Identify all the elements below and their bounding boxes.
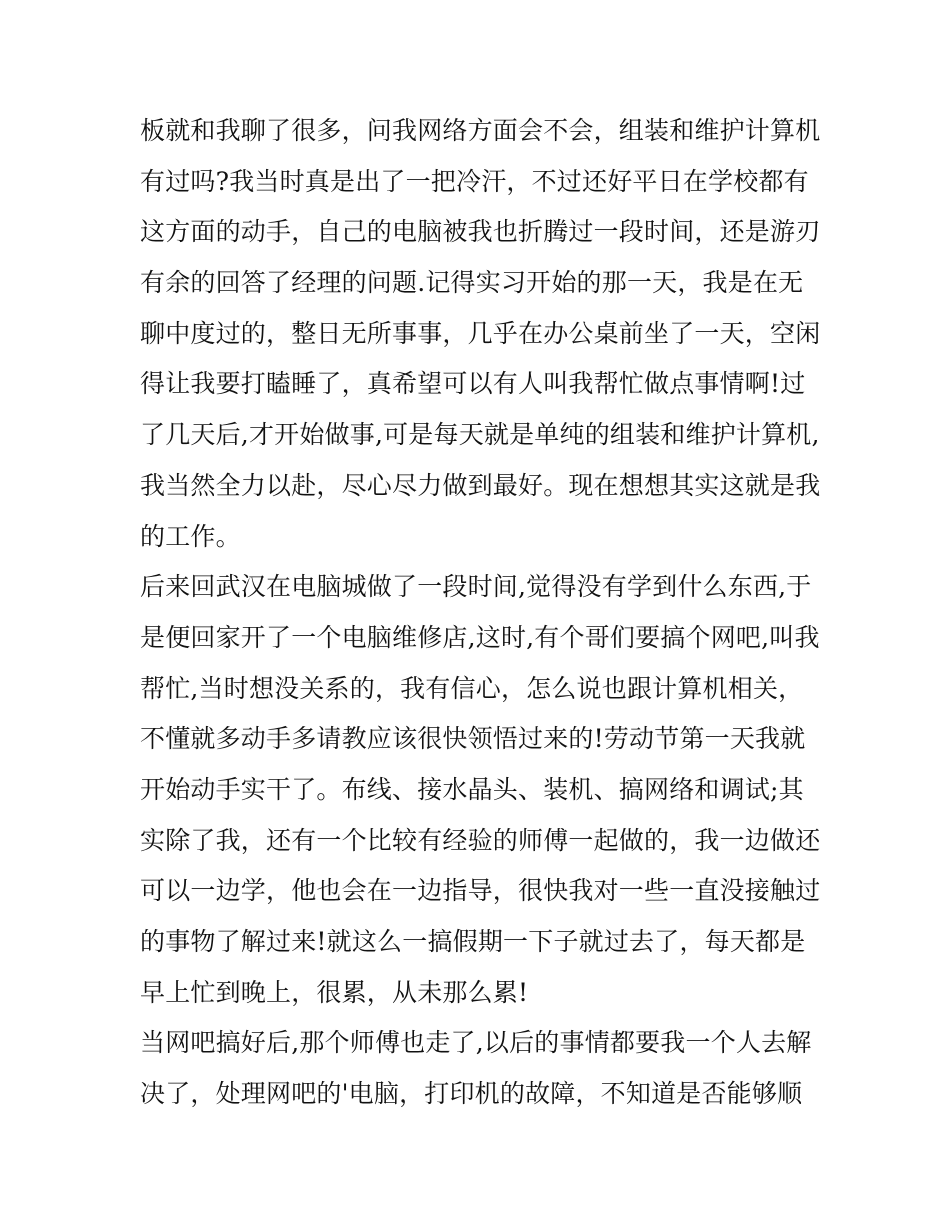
text-line: 开始动手实干了。布线、接水晶头、装机、搞网络和调试;其 — [140, 774, 804, 804]
text-line: 得让我要打瞌睡了，真希望可以有人叫我帮忙做点事情啊!过 — [140, 369, 806, 399]
body-text — [140, 106, 820, 1120]
text-line: 聊中度过的，整日无所事事，几乎在办公桌前坐了一天，空闲 — [140, 318, 821, 348]
text-line: 这方面的动手，自己的电脑被我也折腾过一段时间，还是游刃 — [140, 217, 821, 247]
text-line: 决了，处理网吧的'电脑，打印机的故障，不知道是否能够顺 — [140, 1079, 803, 1109]
text-line: 帮忙,当时想没关系的，我有信心，怎么说也跟计算机相关， — [140, 673, 804, 703]
text-line: 的工作。 — [140, 521, 241, 551]
text-line: 是便回家开了一个电脑维修店,这时,有个哥们要搞个网吧,叫我 — [140, 622, 820, 652]
text-line: 早上忙到晚上，很累，从未那么累! — [140, 977, 529, 1007]
text-line: 当网吧搞好后,那个师傅也走了,以后的事情都要我一个人去解 — [140, 1028, 812, 1058]
text-line: 有余的回答了经理的问题.记得实习开始的那一天，我是在无 — [140, 268, 804, 298]
text-line: 有过吗?我当时真是出了一把冷汗，不过还好平日在学校都有 — [140, 166, 809, 196]
text-line: 不懂就多动手多请教应该很快领悟过来的!劳动节第一天我就 — [140, 724, 806, 754]
text-line: 后来回武汉在电脑城做了一段时间,觉得没有学到什么东西,于 — [140, 572, 812, 602]
text-line: 的事物了解过来!就这么一搞假期一下子就过去了，每天都是 — [140, 927, 806, 956]
text-line: 我当然全力以赴，尽心尽力做到最好。现在想想其实这就是我 — [140, 470, 821, 500]
text-line: 实除了我，还有一个比较有经验的师傅一起做的，我一边做还 — [140, 825, 821, 855]
text-line: 可以一边学，他也会在一边指导，很快我对一些一直没接触过 — [140, 876, 821, 906]
text-line: 板就和我聊了很多，问我网络方面会不会，组装和维护计算机 — [140, 116, 821, 145]
text-line: 了几天后,才开始做事,可是每天就是单纯的组装和维护计算机, — [140, 420, 820, 450]
